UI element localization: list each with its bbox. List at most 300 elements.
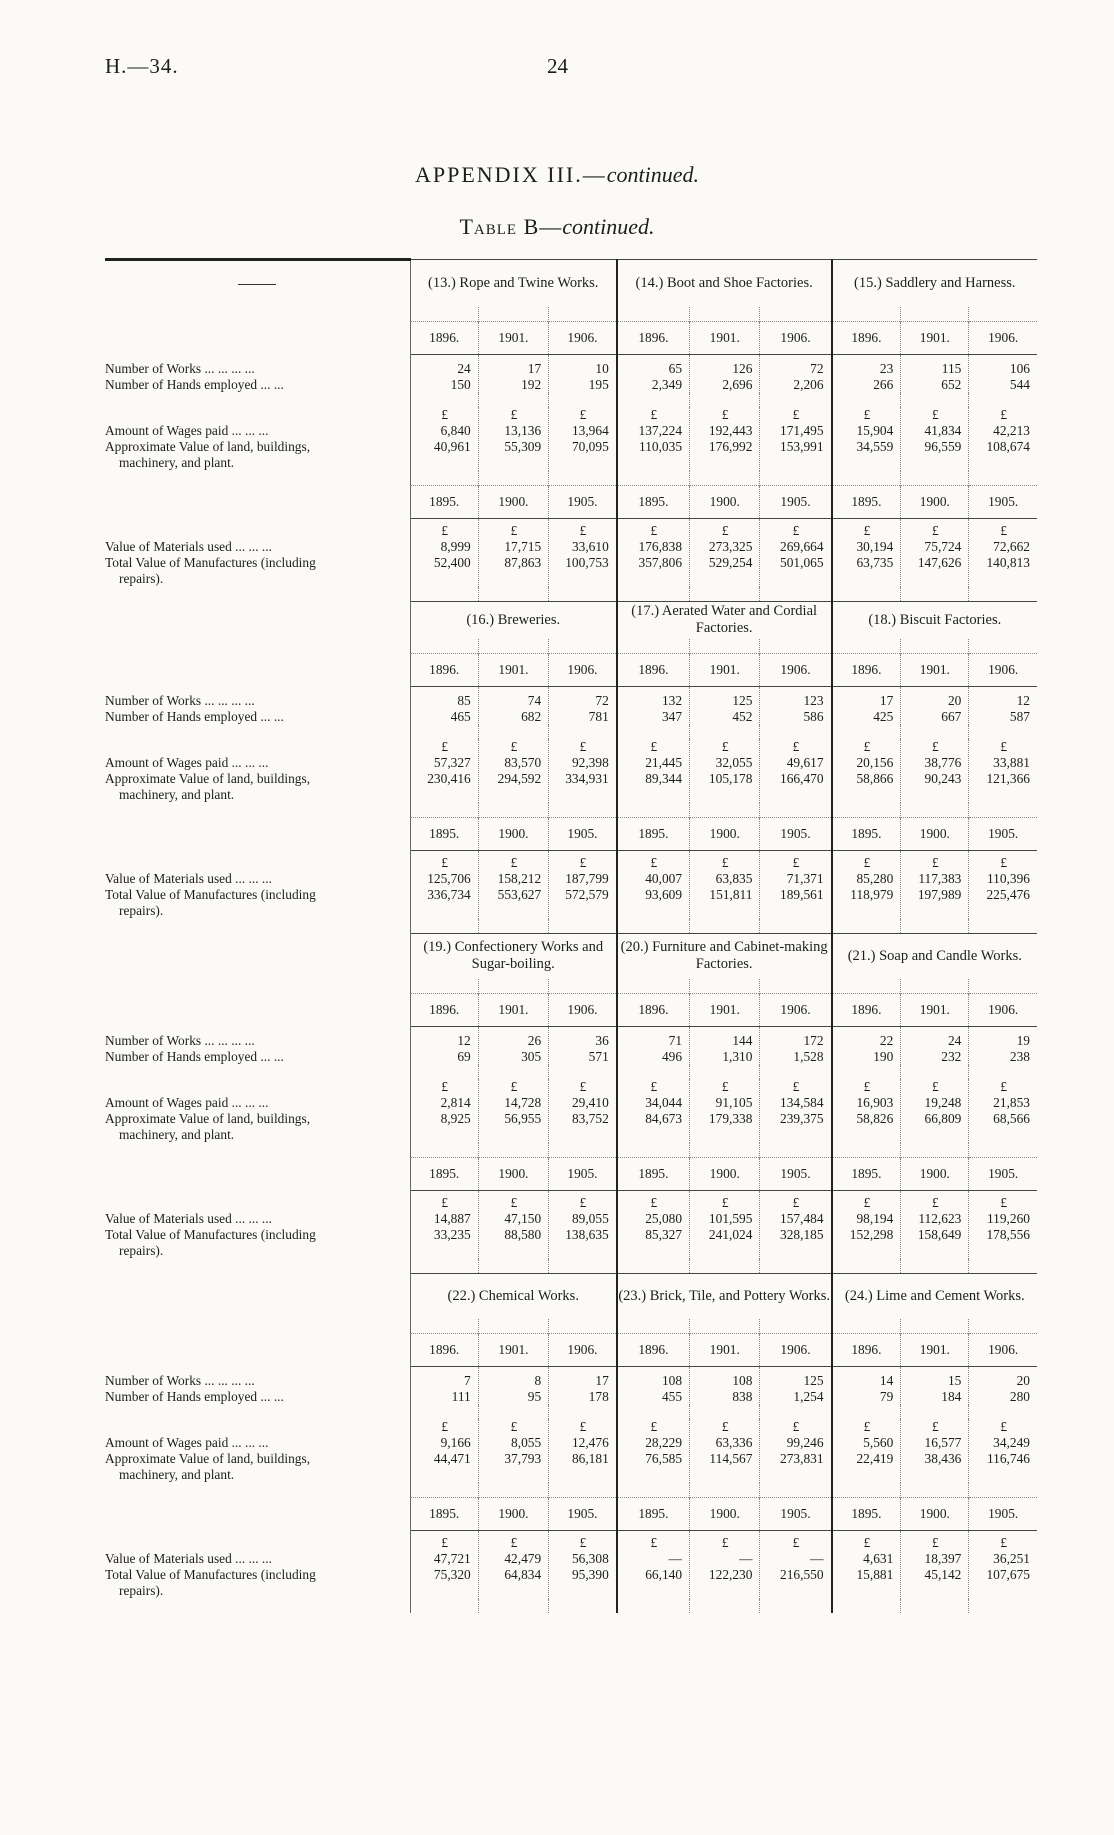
blank-cell [410, 1143, 478, 1158]
value: 151,811 [709, 887, 753, 902]
spacer-row [105, 1143, 1037, 1158]
row-label-blank [105, 393, 410, 407]
value-cell [969, 519, 1037, 587]
value-cell [410, 1027, 478, 1066]
value: 178,556 [986, 1227, 1030, 1242]
value: 452 [732, 709, 753, 724]
blank-cell [410, 587, 478, 602]
value: 241,024 [708, 1227, 753, 1242]
value: 8,925 [440, 1111, 471, 1126]
value: 87,863 [504, 555, 542, 570]
value-cell [969, 355, 1037, 394]
value-cell [690, 407, 760, 471]
currency-symbol: £ [931, 1419, 939, 1434]
value: 17 [879, 693, 894, 708]
currency-symbol: £ [792, 739, 800, 754]
value: 106 [1009, 361, 1030, 376]
value: 125 [732, 693, 753, 708]
year-heading: 1901. [901, 322, 969, 355]
blank-cell [617, 471, 690, 486]
row-label-text: Total Value of Manufactures (including [105, 554, 316, 570]
row-label-text: Approximate Value of land, buildings, [105, 1451, 311, 1466]
value: 108 [732, 1373, 753, 1388]
year-heading: 1906. [760, 1334, 832, 1367]
row-label-spacer [105, 1419, 404, 1435]
wages-land-row [105, 739, 1037, 803]
row-label-text: repairs). [119, 902, 164, 918]
value: 239,375 [780, 1111, 824, 1126]
page-header [105, 54, 1035, 84]
value: — [739, 1551, 753, 1566]
value: 33,881 [993, 755, 1030, 770]
year-heading: 1896. [832, 1334, 901, 1367]
currency-symbol: £ [441, 1535, 449, 1550]
blank-cell [760, 1065, 832, 1079]
value: 273,325 [708, 539, 753, 554]
value-cell [901, 355, 969, 394]
blank-cell [410, 1259, 478, 1274]
blank-cell [690, 1319, 760, 1334]
group-title: (13.) Rope and Twine Works. [410, 260, 617, 308]
value-cell [832, 519, 901, 587]
currency-symbol: £ [863, 739, 871, 754]
value-cell [901, 407, 969, 471]
blank-cell [969, 1065, 1037, 1079]
currency-symbol: £ [721, 407, 729, 422]
blank-cell [760, 393, 832, 407]
wages-land-row [105, 1079, 1037, 1143]
group-title: (16.) Breweries. [410, 601, 617, 639]
year-heading: 1895. [410, 1498, 478, 1531]
row-label-text: Number of Hands employed ... ... [105, 1388, 284, 1404]
blank-cell [478, 919, 548, 934]
blank-cell [832, 1259, 901, 1274]
year-heading: 1896. [617, 994, 690, 1027]
blank-cell [969, 725, 1037, 739]
value: 108 [661, 1373, 683, 1388]
row-label-blank [105, 818, 410, 851]
value: 652 [941, 377, 962, 392]
value-cell [549, 1419, 617, 1483]
currency-symbol: £ [441, 855, 449, 870]
value: 105,178 [708, 771, 753, 786]
row-label [105, 407, 410, 471]
value-cell [410, 1079, 478, 1143]
group-title: (15.) Saddlery and Harness. [832, 260, 1037, 308]
currency-symbol: £ [792, 1195, 800, 1210]
currency-symbol: £ [721, 855, 729, 870]
value: 17 [595, 1373, 609, 1388]
blank-cell [760, 803, 832, 818]
value-cell [969, 687, 1037, 726]
value: 15,881 [856, 1567, 894, 1582]
value: 134,584 [780, 1095, 824, 1110]
value-cell [549, 1367, 617, 1406]
value: 455 [661, 1389, 683, 1404]
blank-cell [760, 307, 832, 322]
value-cell [760, 1419, 832, 1483]
blank-cell [760, 919, 832, 934]
value: 172 [803, 1033, 824, 1048]
spacer-row [105, 1065, 1037, 1079]
year-heading: 1906. [549, 994, 617, 1027]
value: 58,826 [856, 1111, 894, 1126]
blank-cell [617, 587, 690, 602]
currency-symbol: £ [579, 855, 587, 870]
value: 13,964 [571, 423, 609, 438]
currency-symbol: £ [650, 407, 658, 422]
value: 49,617 [786, 755, 824, 770]
currency-symbol: £ [510, 1535, 518, 1550]
value: 28,229 [645, 1435, 683, 1450]
value: 190 [873, 1049, 894, 1064]
blank-cell [969, 393, 1037, 407]
blank-cell [760, 979, 832, 994]
blank-cell [478, 1483, 548, 1498]
value: 110,396 [986, 871, 1030, 886]
blank-cell [901, 803, 969, 818]
group-title: (22.) Chemical Works. [410, 1273, 617, 1319]
blank-cell [410, 471, 478, 486]
value-cell [690, 739, 760, 803]
currency-symbol: £ [1000, 855, 1008, 870]
row-label-spacer [105, 1079, 404, 1095]
value-cell [690, 687, 760, 726]
value: 176,838 [638, 539, 683, 554]
year-heading: 1905. [969, 1158, 1037, 1191]
value-cell [901, 1419, 969, 1483]
value-cell [832, 1079, 901, 1143]
currency-symbol: £ [650, 855, 658, 870]
row-label-spacer [105, 407, 404, 423]
row-label [105, 1531, 410, 1599]
value: 91,105 [715, 1095, 753, 1110]
currency-symbol: £ [1000, 1079, 1008, 1094]
year-heading: 1900. [690, 1498, 760, 1531]
blank-cell [901, 639, 969, 654]
stub-dash [238, 284, 276, 285]
value: 4,631 [863, 1551, 894, 1566]
value-cell [969, 1027, 1037, 1066]
value-cell [478, 851, 548, 919]
value-cell [478, 407, 548, 471]
blank-cell [478, 639, 548, 654]
blank-cell [478, 1065, 548, 1079]
year-heading: 1900. [478, 1158, 548, 1191]
year-heading: 1896. [410, 654, 478, 687]
row-label-text: Number of Works ... ... ... ... [105, 1032, 255, 1048]
currency-symbol: £ [1000, 1195, 1008, 1210]
blank-cell [832, 1065, 901, 1079]
row-label-text: Number of Works ... ... ... ... [105, 360, 255, 376]
row-label-blank [105, 919, 410, 934]
row-label-text: Amount of Wages paid ... ... ... [105, 1095, 269, 1110]
blank-cell [549, 1405, 617, 1419]
row-label-text: Value of Materials used ... ... ... [105, 1550, 272, 1566]
value-cell [617, 739, 690, 803]
row-label-blank [105, 639, 410, 654]
blank-cell [549, 1259, 617, 1274]
year-heading: 1906. [969, 654, 1037, 687]
currency-symbol: £ [510, 1195, 518, 1210]
value: 465 [450, 709, 471, 724]
value: 71 [668, 1033, 683, 1048]
year-heading: 1895. [832, 1498, 901, 1531]
value: 529,254 [708, 555, 753, 570]
value-cell [617, 355, 690, 394]
value: 99,246 [786, 1435, 824, 1450]
value: 114,567 [709, 1451, 753, 1466]
row-label-text: machinery, and plant. [119, 1467, 235, 1482]
group-title: (19.) Confectionery Works and Sugar-boiling. [410, 933, 617, 979]
value-cell [760, 851, 832, 919]
value: 166,470 [780, 771, 824, 786]
value-cell [760, 1531, 832, 1599]
year-heading: 1906. [760, 994, 832, 1027]
value: 15 [947, 1373, 962, 1388]
value: 195 [588, 377, 609, 392]
value-cell [760, 687, 832, 726]
year-header-row [105, 1158, 1037, 1191]
value: 100,753 [565, 555, 609, 570]
value-cell [617, 1419, 690, 1483]
blank-cell [617, 919, 690, 934]
spacer-row [105, 1599, 1037, 1613]
blank-cell [901, 1483, 969, 1498]
value: 16,903 [856, 1095, 894, 1110]
blank-cell [478, 307, 548, 322]
row-label-text: Value of Materials used ... ... ... [105, 870, 272, 886]
currency-symbol: £ [441, 523, 449, 538]
value: 266 [873, 377, 894, 392]
value: 2,206 [793, 377, 824, 392]
value: 781 [588, 709, 609, 724]
value-cell [832, 1531, 901, 1599]
value: 15,904 [856, 423, 894, 438]
value-cell [690, 1079, 760, 1143]
row-label [105, 1419, 410, 1483]
currency-symbol: £ [510, 1419, 518, 1434]
blank-cell [410, 979, 478, 994]
currency-symbol: £ [510, 523, 518, 538]
value-cell [760, 1079, 832, 1143]
blank-cell [969, 639, 1037, 654]
blank-cell [410, 1599, 478, 1613]
value: 8,999 [440, 539, 471, 554]
currency-symbol: £ [792, 407, 800, 422]
value: 1,528 [793, 1049, 824, 1064]
value: 40,007 [645, 871, 683, 886]
value: 544 [1009, 377, 1030, 392]
value-cell [969, 739, 1037, 803]
value: 273,831 [780, 1451, 824, 1466]
year-heading: 1901. [478, 654, 548, 687]
value: 64,834 [504, 1567, 542, 1582]
value-cell [549, 739, 617, 803]
value: 171,495 [780, 423, 824, 438]
value: 158,212 [497, 871, 542, 886]
value-cell [549, 1079, 617, 1143]
value: 36 [595, 1033, 609, 1048]
value-cell [410, 1531, 478, 1599]
value-cell [617, 687, 690, 726]
row-label-spacer [105, 739, 404, 755]
blank-cell [410, 307, 478, 322]
value: 111 [451, 1389, 471, 1404]
currency-symbol: £ [721, 1079, 729, 1094]
value: 42,213 [993, 423, 1030, 438]
row-label-blank [105, 486, 410, 519]
spacer-row [105, 639, 1037, 654]
value-cell [617, 1027, 690, 1066]
row-label-text: Approximate Value of land, buildings, [105, 771, 311, 786]
group-title: (18.) Biscuit Factories. [832, 601, 1037, 639]
blank-cell [832, 1483, 901, 1498]
value: 63,835 [715, 871, 753, 886]
value: 90,243 [924, 771, 962, 786]
value-cell [617, 407, 690, 471]
value-cell [969, 1531, 1037, 1599]
value-cell [901, 1191, 969, 1259]
value: 79 [879, 1389, 894, 1404]
value-cell [901, 687, 969, 726]
blank-cell [760, 1319, 832, 1334]
value-cell [549, 355, 617, 394]
value-cell [690, 1027, 760, 1066]
value: 12 [1016, 693, 1030, 708]
value: 357,806 [638, 555, 683, 570]
blank-cell [760, 471, 832, 486]
year-heading: 1905. [760, 818, 832, 851]
blank-cell [617, 1143, 690, 1158]
blank-cell [410, 1405, 478, 1419]
value: 93,609 [645, 887, 683, 902]
year-heading: 1906. [969, 1334, 1037, 1367]
blank-cell [760, 1483, 832, 1498]
currency-symbol: £ [650, 1079, 658, 1094]
row-label-spacer [105, 1195, 404, 1211]
value: 667 [941, 709, 962, 724]
blank-cell [690, 919, 760, 934]
year-heading: 1906. [969, 994, 1037, 1027]
row-label-blank [105, 1334, 410, 1367]
year-heading: 1900. [690, 818, 760, 851]
value-cell [410, 739, 478, 803]
value-cell [617, 1531, 690, 1599]
spacer-row [105, 803, 1037, 818]
value-cell [901, 851, 969, 919]
value-cell [549, 1531, 617, 1599]
spacer-row [105, 979, 1037, 994]
value: 117,383 [918, 871, 962, 886]
value: 96,559 [924, 439, 962, 454]
row-label-text: repairs). [119, 1582, 164, 1598]
blank-cell [478, 393, 548, 407]
value: 75,320 [433, 1567, 471, 1582]
currency-symbol: £ [792, 1535, 800, 1550]
year-heading: 1901. [478, 994, 548, 1027]
currency-symbol: £ [931, 739, 939, 754]
row-label-text: Amount of Wages paid ... ... ... [105, 1435, 269, 1450]
value: 176,992 [708, 439, 753, 454]
blank-cell [901, 1599, 969, 1613]
spacer-row [105, 307, 1037, 322]
row-label-text: Value of Materials used ... ... ... [105, 1210, 272, 1226]
blank-cell [760, 1599, 832, 1613]
value: 14 [879, 1373, 894, 1388]
value-cell [690, 851, 760, 919]
blank-cell [760, 1143, 832, 1158]
blank-cell [690, 1405, 760, 1419]
group-title: (14.) Boot and Shoe Factories. [617, 260, 832, 308]
value-cell [478, 1191, 548, 1259]
value: 14,728 [504, 1095, 542, 1110]
value: 83,570 [504, 755, 542, 770]
value: 17 [527, 361, 542, 376]
year-heading: 1905. [549, 486, 617, 519]
year-heading: 1901. [901, 1334, 969, 1367]
value: 6,840 [440, 423, 471, 438]
value-cell [760, 1027, 832, 1066]
blank-cell [410, 393, 478, 407]
value-cell [832, 739, 901, 803]
blank-cell [549, 1143, 617, 1158]
value-cell [832, 1419, 901, 1483]
row-label-blank [105, 725, 410, 739]
blank-cell [969, 919, 1037, 934]
value: 38,776 [924, 755, 962, 770]
value-cell [760, 1191, 832, 1259]
year-heading: 1900. [478, 818, 548, 851]
row-label-blank [105, 1065, 410, 1079]
currency-symbol: £ [1000, 739, 1008, 754]
blank-cell [478, 725, 548, 739]
value: 14,887 [433, 1211, 471, 1226]
currency-symbol: £ [579, 739, 587, 754]
value: 26 [527, 1033, 542, 1048]
row-label [105, 355, 410, 394]
spacer-row [105, 471, 1037, 486]
value: 132 [661, 693, 683, 708]
group-title: (24.) Lime and Cement Works. [832, 1273, 1037, 1319]
blank-cell [478, 1319, 548, 1334]
value: 25,080 [645, 1211, 683, 1226]
blank-cell [478, 1143, 548, 1158]
row-label-text: Number of Works ... ... ... ... [105, 1372, 255, 1388]
year-heading: 1895. [410, 818, 478, 851]
year-heading: 1900. [901, 1498, 969, 1531]
blank-cell [832, 1143, 901, 1158]
stub-heading [105, 260, 410, 308]
value: 19,248 [924, 1095, 962, 1110]
row-label-text: Number of Hands employed ... ... [105, 376, 284, 392]
wages-land-row [105, 1419, 1037, 1483]
currency-symbol: £ [931, 1535, 939, 1550]
blank-cell [969, 1599, 1037, 1613]
value-cell [617, 519, 690, 587]
row-label [105, 1191, 410, 1259]
year-header-row [105, 994, 1037, 1027]
value-cell [832, 407, 901, 471]
blank-cell [901, 919, 969, 934]
year-heading: 1901. [690, 1334, 760, 1367]
blank-cell [617, 1599, 690, 1613]
currency-symbol: £ [863, 1535, 871, 1550]
group-heading-row [105, 601, 1037, 639]
blank-cell [760, 587, 832, 602]
value: 116,746 [986, 1451, 1030, 1466]
value: 112,623 [918, 1211, 962, 1226]
